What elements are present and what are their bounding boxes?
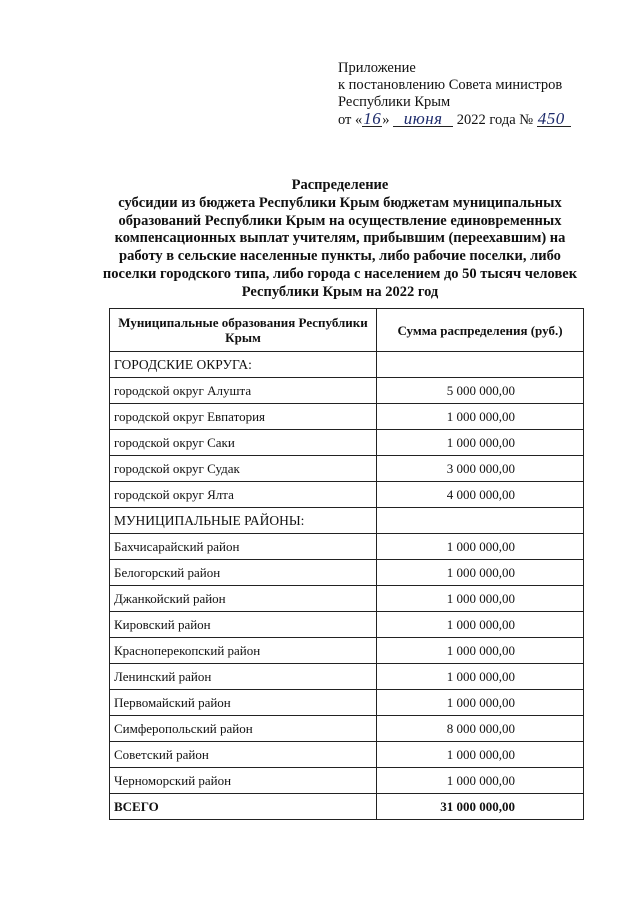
- section-row-municipal-districts: [110, 508, 584, 534]
- amount-cell: 1 000 000,00: [377, 638, 584, 664]
- amount-cell: 1 000 000,00: [377, 742, 584, 768]
- table-row: [110, 586, 584, 612]
- table-row: [110, 612, 584, 638]
- municipality-name: городской округ Ялта: [110, 482, 377, 508]
- municipality-name: Симферопольский район: [110, 716, 377, 742]
- amount-cell: 1 000 000,00: [377, 586, 584, 612]
- amount-cell: 1 000 000,00: [377, 664, 584, 690]
- appendix-line-resolution: к постановлению Совета министров: [338, 77, 563, 93]
- heading-line: субсидии из бюджета Республики Крым бюджетам муниципальных: [118, 194, 562, 211]
- table-row: [110, 560, 584, 586]
- heading-line: работу в сельские населенные пункты, либо рабочие поселки, либо: [119, 248, 561, 265]
- table-row: [110, 482, 584, 508]
- municipality-name: Кировский район: [110, 612, 377, 638]
- amount-cell: 1 000 000,00: [377, 404, 584, 430]
- date-month-handwritten: июня: [393, 111, 453, 127]
- table-row: [110, 638, 584, 664]
- column-header-municipality: Муниципальные образования Республики Крым: [110, 309, 377, 352]
- municipality-name: Ленинский район: [110, 664, 377, 690]
- municipality-name: Первомайский район: [110, 690, 377, 716]
- amount-cell: 1 000 000,00: [377, 534, 584, 560]
- amount-cell: 1 000 000,00: [377, 612, 584, 638]
- amount-cell: 5 000 000,00: [377, 378, 584, 404]
- amount-cell: 1 000 000,00: [377, 768, 584, 794]
- heading-title: Распределение: [291, 177, 389, 193]
- municipality-name: Советский район: [110, 742, 377, 768]
- appendix-title: Приложение: [338, 60, 416, 76]
- amount-cell: 1 000 000,00: [377, 430, 584, 456]
- amount-cell: 3 000 000,00: [377, 456, 584, 482]
- municipality-name: Черноморский район: [110, 768, 377, 794]
- section-label: МУНИЦИПАЛЬНЫЕ РАЙОНЫ:: [110, 508, 377, 534]
- empty-cell: [377, 508, 584, 534]
- table-row: [110, 664, 584, 690]
- table-header-row: [110, 309, 584, 352]
- section-label: ГОРОДСКИЕ ОКРУГА:: [110, 352, 377, 378]
- table-row: [110, 430, 584, 456]
- resolution-number-handwritten: 450: [537, 111, 571, 127]
- heading-line: образований Республики Крым на осуществление единовременных: [118, 212, 562, 229]
- table-row: [110, 456, 584, 482]
- total-amount: 31 000 000,00: [377, 794, 584, 820]
- municipality-name: Бахчисарайский район: [110, 534, 377, 560]
- municipality-name: городской округ Судак: [110, 456, 377, 482]
- total-label: ВСЕГО: [110, 794, 377, 820]
- heading-line: Республики Крым на 2022 год: [241, 283, 439, 300]
- table-row: [110, 716, 584, 742]
- table-row: [110, 690, 584, 716]
- municipality-name: городской округ Саки: [110, 430, 377, 456]
- heading-line: компенсационных выплат учителям, прибывшим (переехавшим) на: [114, 230, 566, 247]
- amount-cell: 4 000 000,00: [377, 482, 584, 508]
- municipality-name: городской округ Евпатория: [110, 404, 377, 430]
- table-row: [110, 378, 584, 404]
- date-year-text: 2022 года №: [453, 112, 537, 128]
- appendix-block: [338, 60, 571, 129]
- table-row: [110, 404, 584, 430]
- date-prefix: от «: [338, 112, 363, 128]
- municipality-name: Джанкойский район: [110, 586, 377, 612]
- distribution-table: [109, 308, 584, 820]
- heading-line: поселки городского типа, либо города с населением до 50 тысяч человек: [102, 265, 578, 282]
- appendix-date-line: [338, 111, 571, 129]
- amount-cell: 1 000 000,00: [377, 560, 584, 586]
- amount-cell: 1 000 000,00: [377, 690, 584, 716]
- empty-cell: [377, 352, 584, 378]
- appendix-line-republic: Республики Крым: [338, 94, 451, 110]
- table-row: [110, 742, 584, 768]
- column-header-amount: Сумма распределения (руб.): [377, 309, 584, 352]
- total-row: [110, 794, 584, 820]
- table-row: [110, 768, 584, 794]
- date-day-handwritten: 16: [363, 109, 382, 128]
- municipality-name: городской округ Алушта: [110, 378, 377, 404]
- amount-cell: 8 000 000,00: [377, 716, 584, 742]
- date-day-suffix: »: [382, 112, 394, 128]
- municipality-name: Белогорский район: [110, 560, 377, 586]
- table-row: [110, 534, 584, 560]
- municipality-name: Красноперекопский район: [110, 638, 377, 664]
- document-heading: [60, 177, 620, 302]
- section-row-city-districts: [110, 352, 584, 378]
